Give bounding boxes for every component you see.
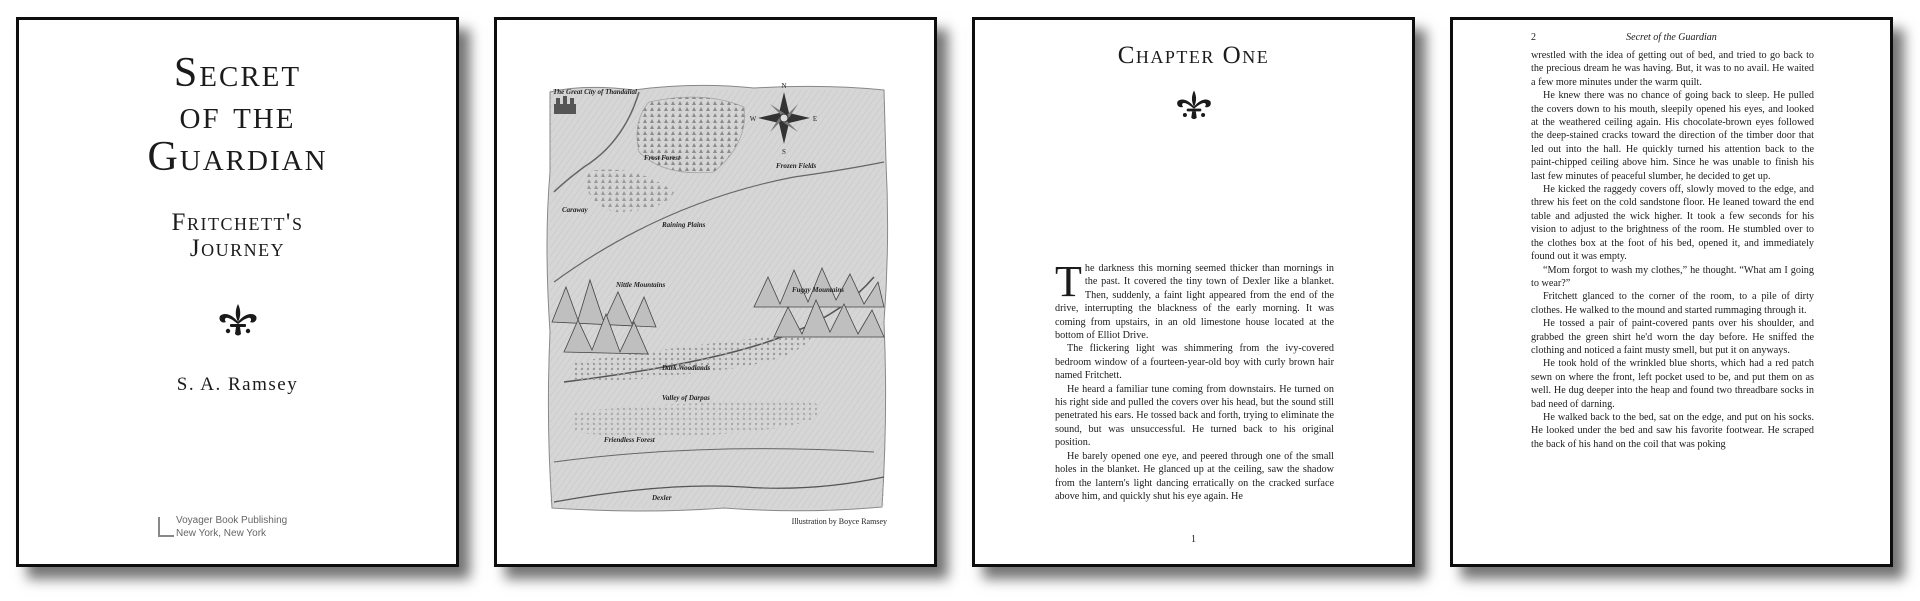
book-subtitle — [19, 210, 456, 262]
compass-n: N — [781, 82, 787, 90]
author-name: S. A. Ramsey — [176, 374, 299, 395]
page-number: 2 — [1531, 32, 1536, 43]
title-line: Guardian — [147, 134, 328, 180]
map-label-city: The Great City of Thandalial — [553, 88, 637, 96]
title-line: of the — [179, 92, 296, 138]
title-page — [16, 17, 459, 567]
paragraph: He kicked the raggedy covers off, slowly moved to the edge, and threw his feet on the cold sandstone floor. He leaned toward the end table and adjusted the wick higher. It took a few seconds for his vision to adjust to the brightness of the room. He stumbled over to the clothes box at the foot of his bed, opened it, and immediately found out it was empty. — [1531, 184, 1814, 263]
compass-e: E — [812, 115, 818, 123]
paragraph: wrestled with the idea of getting out of bed, and tried to go back to the precious dream he was having. But, it was to no avail. He waited a few more minutes under the warm quilt. — [1531, 50, 1814, 88]
paragraph: “Mom forgot to wash my clothes,” he thought. “What am I going to wear?” — [1531, 264, 1814, 289]
subtitle-line: Fritchett's — [171, 209, 304, 236]
publisher-location: New York, New York — [176, 528, 267, 539]
compass-w: W — [749, 115, 757, 123]
map-label-valley-of-darpas: Valley of Darpas — [662, 394, 710, 402]
map-caption: Illustration by Boyce Ramsey — [791, 517, 887, 526]
paragraph: He knew there was no chance of going back to sleep. He pulled the covers down to his mouth, sleepily opened his eyes, and looked at the weathered ceiling again. His chocolate-brown eyes followed the deep-stained cracks toward the direction of the timber door that led out into the hall. He quickly turned his attention back to the paint-chipped ceiling above him. Since he was unable to finish his last few minutes of peaceful slumber, he decided to get up. — [1531, 90, 1814, 182]
map-label-frozen-fields: Frozen Fields — [776, 162, 817, 170]
title-line: Secret — [173, 50, 302, 96]
paragraph: He tossed a pair of paint-covered pants over his shoulder, and grabbed the green shirt he'd worn the day before. He sniffed the clothing and noticed a faint musty smell, but put it on anyways. — [1531, 318, 1814, 356]
map-label-fuggy-mountains: Fuggy Mountains — [792, 286, 844, 294]
chapter-page — [972, 17, 1415, 567]
map-label-nittle-mountains: Nittle Mountains — [616, 281, 666, 289]
paragraph: The flickering light was shimmering from the ivy-covered bedroom window of a fourteen-year-old boy with curly brown hair named Fritchett. — [1055, 343, 1334, 382]
map-label-raining-plains: Raining Plains — [662, 221, 706, 229]
paragraph: The darkness this morning seemed thicker than mornings in the past. It covered the tiny town of Dexler like a blanket. Then, suddenly, a faint light appeared from the end of the drive, interrupting the blackness of the early morning. It was coming from upstairs, in an old limestone house located at the bottom of Elliot Drive. — [1055, 257, 1334, 342]
publisher-name: Voyager Book Publishing — [176, 515, 288, 526]
map-label-dexler: Dexler — [652, 494, 672, 502]
map-label-friendless-forest: Friendless Forest — [604, 436, 655, 444]
paragraph: Fritchett glanced to the corner of the room, to a pile of dirty clothes. He walked to the mound and started rummaging through it. — [1531, 291, 1814, 316]
paragraph: He walked back to the bed, sat on the edge, and put on his socks. He looked under the bed and saw his favorite footwear. He scraped the back of his hand on the coil that was poking — [1531, 411, 1814, 450]
publisher-logo — [154, 507, 324, 547]
map-label-dark-woodlands: Dark Woodlands — [662, 364, 711, 372]
page-body — [1531, 49, 1814, 451]
chapter-title: Chapter One — [1117, 42, 1270, 69]
map-page — [494, 17, 937, 567]
castle-icon — [554, 96, 576, 114]
subtitle-line: Journey — [189, 235, 286, 262]
fleur-ornament-icon — [216, 302, 260, 338]
map-label-caraway: Caraway — [562, 206, 588, 214]
publisher-mark-icon — [158, 517, 174, 537]
fantasy-map-illustration — [544, 82, 890, 516]
book-title — [19, 52, 456, 178]
compass-s: S — [782, 148, 786, 156]
drop-cap: T — [1055, 257, 1082, 306]
chapter-body — [1055, 257, 1334, 503]
paragraph: He heard a familiar tune coming from downstairs. He turned on his right side and pulled the covers over his head, but the sound still penetrated his ears. He tossed back and forth, trying to eliminate the sound, but was unsuccessful. He turned back to his original position. — [1055, 383, 1334, 449]
running-head-title: Secret of the Guardian — [1626, 32, 1717, 43]
page-number: 1 — [1191, 534, 1196, 545]
fleur-ornament-icon — [1174, 88, 1214, 122]
map-label-frost-forest: Frost Forest — [644, 154, 680, 162]
paragraph: He barely opened one eye, and peered through one of the small holes in the blanket. He glanced up at the ceiling, saw the shadow from the lantern's light dancing erratically on the cracked surface above him, and quickly shut his eye again. He — [1055, 450, 1334, 502]
text-page — [1450, 17, 1893, 567]
paragraph: He took hold of the wrinkled blue shorts, which had a red patch sewn on where the front, left pocket used to be, and put them on as well. He dug deeper into the heap and found two threadbare socks in bad need of darning. — [1531, 358, 1814, 410]
